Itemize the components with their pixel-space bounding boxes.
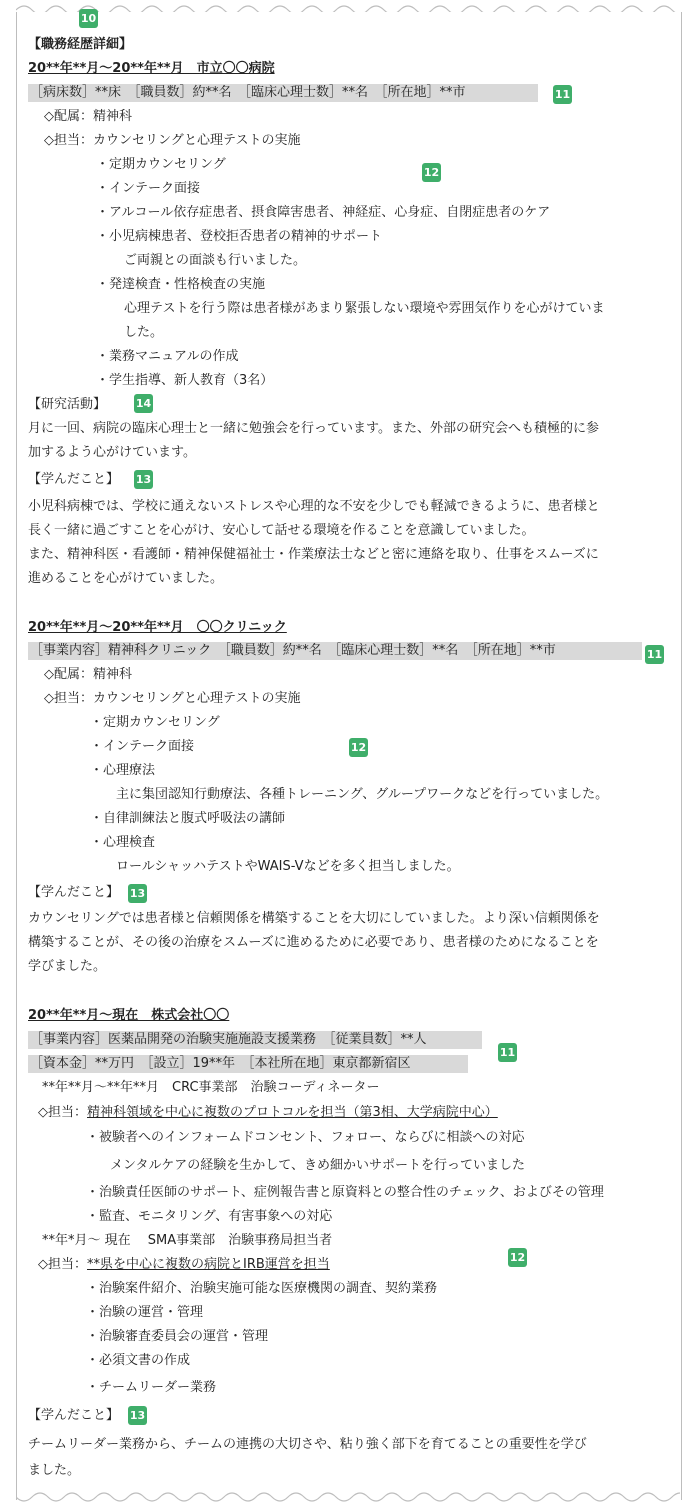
job1-learned-text: 進めることを心がけていました。 (28, 571, 224, 586)
job2-learned-text: カウンセリングでは患者様と信頼関係を構築することを大切にしていました。より深い信頼関係を (28, 911, 600, 926)
job1-research-text: 加するよう心がけています。 (28, 445, 196, 460)
job3-item: ・治験責任医師のサポート、症例報告書と原資料との整合性のチェック、およびその管理 (86, 1185, 604, 1200)
annotation-badge: 11 (498, 1043, 517, 1062)
job2-item-detail: 主に集団認知行動療法、各種トレーニング、グループワークなどを行っていました。 (116, 787, 609, 802)
annotation-badge: 13 (128, 884, 147, 903)
job3-item-detail: メンタルケアの経験を生かして、きめ細かいサポートを行っていました (110, 1158, 525, 1173)
job3-duty-1 (38, 1104, 498, 1122)
annotation-badge: 13 (128, 1406, 147, 1425)
job2-item: ・インテーク面接 (90, 739, 195, 754)
job1-learned-text: また、精神科医・看護師・精神保健福祉士・作業療法士などと密に連絡を取り、仕事をスムーズに (28, 547, 599, 562)
job2-period: 20**年**月～20**年**月 〇〇クリニック (28, 620, 287, 635)
job3-learned-label: 【学んだこと】 (28, 1408, 120, 1423)
section-heading: 【職務経歴詳細】 (28, 37, 133, 52)
job2-learned-text: 構築することが、その後の治療をスムーズに進めるために必要であり、患者様のためになることを (28, 935, 599, 950)
job1-item-detail: ご両親との面談も行いました。 (124, 253, 307, 268)
job3-period: 20**年**月～現在 株式会社〇〇 (28, 1008, 230, 1023)
job3-duty-2-text: **県を中心に複数の病院とIRB運営を担当 (87, 1257, 330, 1272)
job3-learned-text: チームリーダー業務から、チームの連携の大切さや、粘り強く部下を育てることの重要性を学び (28, 1437, 587, 1452)
job3-item: ・被験者へのインフォームドコンセント、フォロー、ならびに相談への対応 (86, 1130, 525, 1145)
job2-info: ［事業内容］精神科クリニック ［職員数］約**名 ［臨床心理士数］**名 ［所在地］**市 (28, 642, 642, 660)
job1-info: ［病床数］**床 ［職員数］約**名 ［臨床心理士数］**名 ［所在地］**市 (28, 84, 538, 102)
job3-role-2: **年*月～ 現在 SMA事業部 治験事務局担当者 (42, 1233, 333, 1248)
job1-item: ・学生指導、新人教育（3名） (96, 373, 274, 388)
job2-dept: ◇配属：精神科 (44, 667, 132, 682)
job3-item: ・チームリーダー業務 (86, 1380, 217, 1395)
job3-info-2: ［資本金］**万円 ［設立］19**年 ［本社所在地］東京都新宿区 (28, 1055, 468, 1073)
job1-duty: ◇担当：カウンセリングと心理テストの実施 (44, 133, 301, 148)
job1-item: ・小児病棟患者、登校拒否患者の精神的サポート (96, 229, 383, 244)
job3-item: ・治験案件紹介、治験実施可能な医療機関の調査、契約業務 (86, 1281, 438, 1296)
job1-research-label: 【研究活動】 (28, 397, 107, 412)
job1-research-text: 月に一回、病院の臨床心理士と一緒に勉強会を行っています。また、外部の研究会へも積極的に参 (28, 421, 599, 436)
annotation-badge: 11 (553, 85, 572, 104)
job2-learned-label: 【学んだこと】 (28, 885, 120, 900)
annotation-badge: 12 (422, 163, 441, 182)
job1-item: ・業務マニュアルの作成 (96, 349, 239, 364)
job3-role-1: **年**月～**年**月 CRC事業部 治験コーディネーター (42, 1080, 380, 1095)
job1-learned-label: 【学んだこと】 (28, 472, 120, 487)
job3-info-1: ［事業内容］医薬品開発の治験実施施設支援業務 ［従業員数］**人 (28, 1031, 482, 1049)
job2-item: ・定期カウンセリング (90, 715, 220, 730)
job3-duty-1-prefix: ◇担当： (38, 1105, 87, 1120)
job3-item: ・必須文書の作成 (86, 1353, 191, 1368)
job2-learned-text: 学びました。 (28, 959, 107, 974)
annotation-badge: 12 (508, 1248, 527, 1267)
job1-item-detail: した。 (124, 325, 164, 340)
job2-item: ・心理検査 (90, 835, 156, 850)
job1-learned-text: 小児科病棟では、学校に通えないストレスや心理的な不安を少しでも軽減できるように、患者様と (28, 499, 600, 514)
job3-duty-2-prefix: ◇担当： (38, 1257, 87, 1272)
job1-period: 20**年**月～20**年**月 市立〇〇病院 (28, 61, 275, 76)
job2-item: ・自律訓練法と腹式呼吸法の講師 (90, 811, 286, 826)
job2-item-detail: ロールシャッハテストやWAIS-Vなどを多く担当しました。 (116, 859, 460, 874)
job3-item: ・治験審査委員会の運営・管理 (86, 1329, 269, 1344)
job3-item: ・治験の運営・管理 (86, 1305, 204, 1320)
annotation-badge: 11 (645, 645, 664, 664)
job1-learned-text: 長く一緒に過ごすことを心がけ、安心して話せる環境を作ることを意識していました。 (28, 523, 535, 538)
annotation-badge: 10 (79, 9, 98, 28)
job3-duty-2 (38, 1256, 330, 1274)
job2-item: ・心理療法 (90, 763, 156, 778)
job3-learned-text: ました。 (28, 1463, 81, 1478)
job2-duty: ◇担当：カウンセリングと心理テストの実施 (44, 691, 301, 706)
annotation-badge: 13 (134, 470, 153, 489)
job1-item: ・インテーク面接 (96, 181, 201, 196)
job1-item: ・発達検査・性格検査の実施 (96, 277, 266, 292)
job1-item: ・定期カウンセリング (96, 157, 226, 172)
torn-edge-bottom (16, 1491, 680, 1507)
job1-item: ・アルコール依存症患者、摂食障害患者、神経症、心身症、自閉症患者のケア (96, 205, 551, 220)
annotation-badge: 12 (349, 738, 368, 757)
job3-item: ・監査、モニタリング、有害事象への対応 (86, 1209, 333, 1224)
job1-item-detail: 心理テストを行う際は患者様があまり緊張しない環境や雰囲気作りを心がけていま (124, 301, 605, 316)
job3-duty-1-text: 精神科領域を中心に複数のプロトコルを担当（第3相、大学病院中心） (87, 1105, 498, 1120)
job1-dept: ◇配属：精神科 (44, 109, 132, 124)
annotation-badge: 14 (134, 394, 153, 413)
